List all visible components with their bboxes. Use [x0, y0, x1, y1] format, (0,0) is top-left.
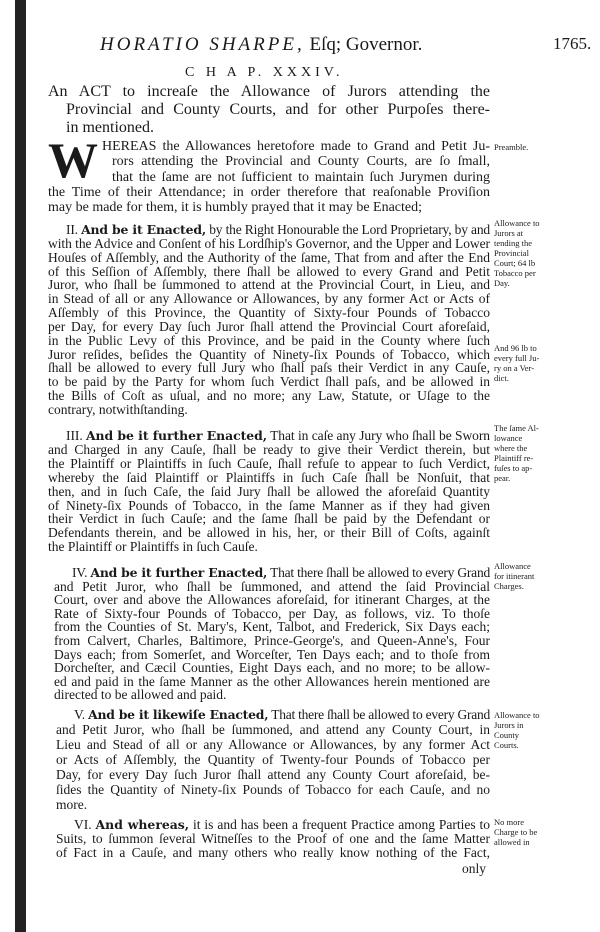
- section-line: the Plaintiff or Plaintiffs in ſuch Cauſe, ſhall refuſe to appear to ſuch Verdict,: [48, 455, 490, 471]
- chapter-heading: C H A P. XXXIV.: [185, 65, 344, 80]
- section-line: from Calvert, Charles, Baltimore, Prince-George's, and Queen-Anne's, Four: [54, 632, 490, 648]
- section-number: IV.: [72, 565, 88, 580]
- margin-note-line: lowance: [494, 433, 523, 443]
- section-first-line: [56, 707, 490, 722]
- section-number: VI.: [74, 817, 92, 832]
- section-line: Defendants therein, and be allowed in his, her, or their Bill of Coſts, againſt: [48, 525, 490, 541]
- section-line: to be paid by the Party for whom ſuch Verdict ſhall paſs, and be allowed in: [48, 374, 490, 390]
- section-line: Juror reſides, beſides the Quantity of Ninety-ſix Pounds of Tobacco, which: [48, 346, 490, 362]
- title-line: An ACT to increaſe the Allowance of Jurors attending the: [48, 83, 490, 100]
- section-line: then, and in ſuch Caſe, the ſaid Jury ſhall be allowed the aforeſaid Quantity: [48, 483, 490, 499]
- drop-cap: W: [48, 132, 98, 188]
- margin-note-line: County: [494, 730, 520, 740]
- section-line: ſhall be allowed to every full Jury who ſhall paſs their Verdict in any Cauſe,: [48, 360, 490, 376]
- section-first-line: [56, 818, 490, 832]
- governor-name: HORATIO SHARPE,: [100, 34, 305, 55]
- margin-note-line: Allowance to: [494, 710, 540, 720]
- section-number: V.: [74, 707, 85, 722]
- margin-note: [494, 561, 534, 591]
- page-year: 1765.: [553, 34, 592, 53]
- preamble-line: rors attending the Provincial and County Courts, are ſo ſmall,: [112, 154, 490, 170]
- governor-title: Eſq; Governor.: [309, 34, 423, 55]
- section-line: the Plaintiff or Plaintiffs in ſuch Cauſe.: [48, 539, 258, 555]
- margin-note-line: Courts.: [494, 740, 519, 750]
- section-line: with the Advice and Conſent of his Lordſhip's Governor, and the Upper and Lower: [48, 235, 490, 251]
- preamble-line: HEREAS the Allowances heretofore made to Grand and Petit Ju-: [102, 139, 490, 154]
- section-first-text: it is and has been a frequent Practice among Parties to: [193, 817, 491, 832]
- section-first-line: [48, 223, 490, 237]
- section-line: Days each; from Somerſet, and Worceſter, Ten Days each; and to thoſe from: [54, 646, 490, 662]
- running-header: [100, 34, 422, 56]
- section-enacting-words: And be it likewiſe Enacted,: [88, 707, 269, 722]
- margin-note-line: No more: [494, 817, 524, 827]
- section-line: Rate of Sixty-four Pounds of Tobacco, per Day, as follows, viz. To thoſe: [54, 605, 490, 621]
- section-5: [56, 707, 490, 812]
- section-first-line: [48, 429, 490, 443]
- section-line: Dorcheſter, and Cæcil Counties, Eight Days each, and no more; to be allow-: [54, 660, 490, 676]
- section-line: Juror, who ſhall be ſummoned to attend at the Provincial Court, in Lieu, and: [48, 277, 490, 293]
- section-line: and Petit Juror, who ſhall be ſummoned, and attend any County Court, in: [56, 722, 490, 737]
- margin-note-line: Jurors in: [494, 720, 524, 730]
- section-line: Houſes of Aſſembly, and the Authority of the ſame, That from and after the End: [48, 249, 490, 265]
- book-spine-shadow: [15, 0, 26, 932]
- margin-note-line: The ſame Al-: [494, 423, 539, 433]
- margin-note-line: tending the: [494, 238, 533, 248]
- section-line: or Acts of Aſſembly, the Quantity of Twenty-four Pounds of Tobacco per: [56, 752, 490, 767]
- preamble: [48, 132, 490, 216]
- margin-note-line: Jurors at: [494, 228, 524, 238]
- margin-note: [494, 142, 528, 152]
- section-line: contrary, notwithſtanding.: [48, 401, 188, 417]
- section-first-text: That in caſe any Jury who ſhall be Sworn: [270, 428, 490, 443]
- section-line: ſides the Quantity of Ninety-ſix Pounds of Tobacco for each Cauſe, and no: [56, 782, 490, 797]
- section-line: Aſſembly of this Province, the Quantity of Sixty-four Pounds of Tobacco: [48, 305, 490, 321]
- section-line: from the Counties of St. Mary's, Kent, Talbot, and Frederick, Six Days each;: [54, 619, 490, 635]
- margin-note-line: Plaintiff re-: [494, 453, 534, 463]
- section-enacting-words: And be it further Enacted,: [85, 428, 267, 443]
- margin-note-line: where the: [494, 443, 528, 453]
- act-title: [48, 83, 490, 137]
- section-line: of this Seſſion of Aſſembly, there ſhall be allowed to every Grand and Petit: [48, 263, 490, 279]
- section-3: [48, 429, 490, 554]
- preamble-line: may be made for them, it is humbly prayed that it may be Enacted;: [48, 200, 423, 216]
- margin-note-line: fuſes to ap-: [494, 463, 533, 473]
- section-line: and Petit Juror, who ſhall be ſummoned, and attend the ſaid Provincial: [54, 578, 490, 594]
- section-4: [54, 566, 490, 702]
- section-line: more.: [56, 797, 88, 812]
- section-line: of Fact in a Cauſe, and many others who really know nothing of the Fact,: [56, 845, 490, 860]
- section-line: their Verdict in ſuch Cauſe; and the ſame ſhall be paid by the Defendant or: [48, 511, 490, 527]
- margin-note: [494, 218, 540, 288]
- margin-note: [494, 343, 539, 383]
- margin-note-line: And 96 lb to: [494, 343, 537, 353]
- margin-note-line: Provincial: [494, 248, 529, 258]
- section-line: Court, over and above the Allowances aforeſaid, for itinerant Charges, at the: [54, 592, 490, 608]
- section-2: [48, 223, 490, 417]
- margin-note-line: Charges.: [494, 581, 524, 591]
- section-line: in Stead of all or any Allowance or Allowances, by any former Act or Acts of: [48, 291, 490, 307]
- section-line: Suits, to ſummon ſeveral Witneſſes to the Proof of one and the ſame Matter: [56, 831, 490, 846]
- margin-note-line: Allowance to: [494, 218, 540, 228]
- margin-note: [494, 423, 539, 483]
- section-line: whereby the ſaid Plaintiff or Plaintiffs in ſuch Caſe ſhall be Nonſuit, that: [48, 469, 490, 485]
- section-line: of Ninety-ſix Pounds of Tobacco, in the ſame Manner as if they had given: [48, 497, 490, 513]
- margin-note-line: for itinerant: [494, 571, 535, 581]
- section-number: III.: [66, 428, 83, 443]
- margin-note-line: Charge to be: [494, 827, 538, 837]
- title-line: Provincial and County Courts, and for other Purpoſes there-: [66, 101, 490, 118]
- margin-note-line: every full Ju-: [494, 353, 540, 363]
- margin-note-line: allowed in: [494, 837, 530, 847]
- section-line: and Charged in any Cauſe, ſhall be ready to give their Verdict therein, but: [48, 441, 490, 457]
- catchword: only: [462, 861, 487, 876]
- title-line: in mentioned.: [66, 119, 154, 136]
- section-first-text: That there ſhall be allowed to every Grand: [271, 707, 490, 722]
- section-first-text: by the Right Honourable the Lord Proprietary, by and: [209, 222, 490, 237]
- preamble-line: that the ſame are not ſufficient to maintain ſuch Jurymen during: [112, 169, 490, 185]
- margin-note-line: Court; 64 lb: [494, 258, 536, 268]
- section-line: ed and paid in the ſame Manner as the other Allowances herein mentioned are: [54, 673, 490, 689]
- margin-note-line: ry on a Ver-: [494, 363, 535, 373]
- section-first-text: That there ſhall be allowed to every Grand: [270, 565, 491, 580]
- section-enacting-words: And be it further Enacted,: [90, 565, 268, 580]
- margin-note-line: dict.: [494, 373, 509, 383]
- preamble-line: the Time of their Attendance; in order therefore that reaſonable Proviſion: [48, 184, 490, 200]
- section-number: II.: [66, 222, 78, 237]
- section-line: Day, for every Day ſuch Juror ſhall attend any County Court aforeſaid, be-: [56, 767, 490, 782]
- section-6: [56, 818, 490, 860]
- margin-note-line: Tobacco per: [494, 268, 536, 278]
- section-first-line: [54, 566, 490, 580]
- section-line: per Day, for every Day ſuch Juror ſhall attend the Provincial Court aforeſaid,: [48, 318, 490, 334]
- margin-note-line: Allowance: [494, 561, 531, 571]
- margin-note-line: Day.: [494, 278, 510, 288]
- section-line: Lieu and Stead of all or any Allowance or Allowances, by any former Act: [56, 737, 490, 752]
- section-line: in the Public Levy of this Province, and be paid in the County where ſuch: [48, 332, 490, 348]
- margin-note: [494, 710, 540, 750]
- margin-note-line: Preamble.: [494, 142, 529, 152]
- margin-note: [494, 817, 537, 847]
- section-enacting-words: And whereas,: [95, 817, 190, 832]
- margin-note-line: pear.: [494, 473, 511, 483]
- section-line: directed to be allowed and paid.: [54, 687, 227, 703]
- section-enacting-words: And be it Enacted,: [81, 222, 206, 237]
- section-line: the Bills of Coſt as uſual, and no more; any Law, Statute, or Uſage to the: [48, 388, 490, 404]
